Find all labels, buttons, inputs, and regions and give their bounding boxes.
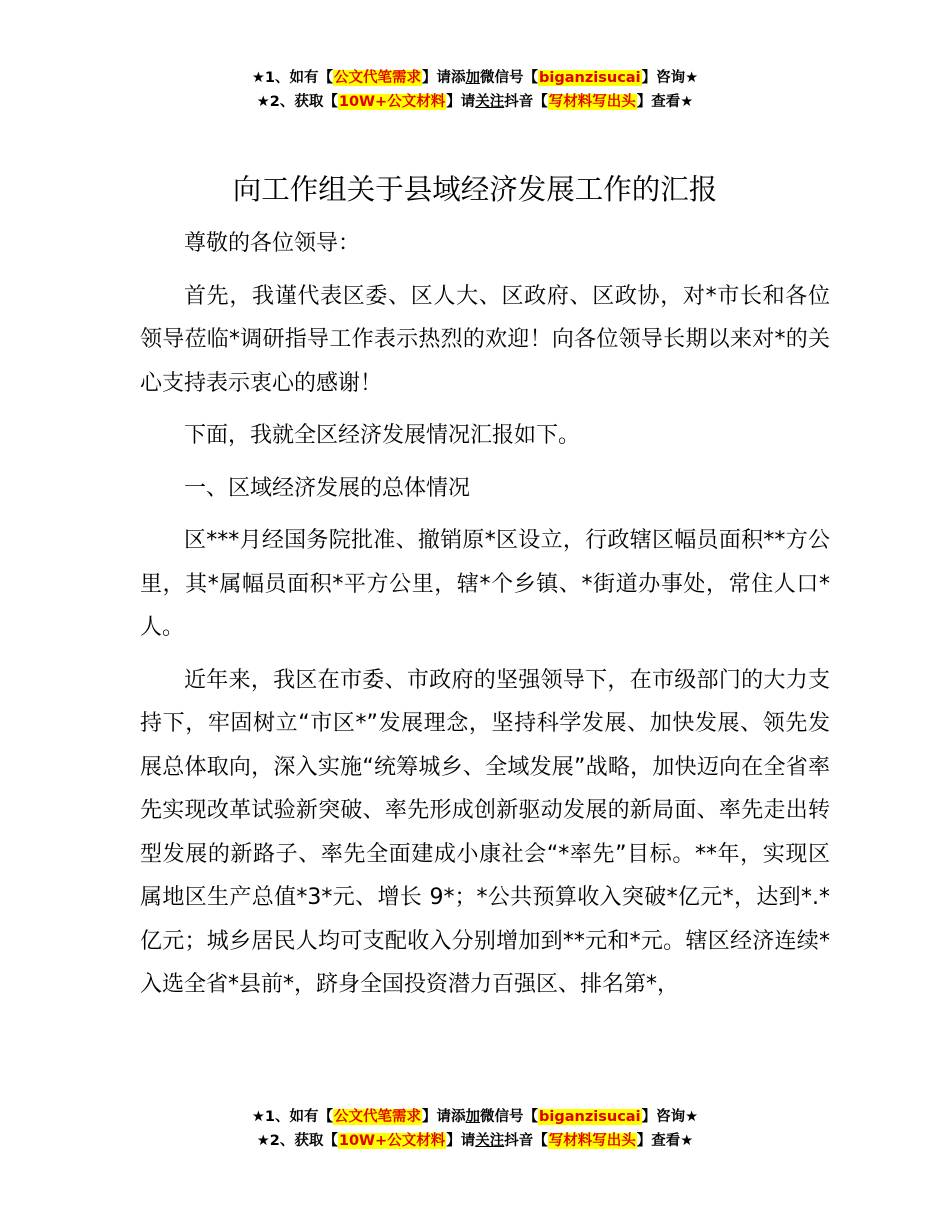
- promo-text: ★1、如有【: [251, 1109, 334, 1125]
- promo-text: 】咨询★: [641, 1109, 699, 1125]
- promo-text: 】查看★: [636, 1133, 694, 1149]
- promo-line-2: [0, 1129, 950, 1153]
- promo-text: 】咨询★: [641, 70, 699, 86]
- promo-text: ★2、获取【: [256, 94, 338, 110]
- promo-text: 】查看★: [636, 94, 694, 110]
- promo-text: 抖音【: [504, 1133, 548, 1149]
- promo-text: ★2、获取【: [256, 1133, 338, 1149]
- promo-text: 】请: [446, 94, 476, 110]
- promo-text: ★1、如有【: [251, 70, 334, 86]
- promo-highlight: 10W+公文材料: [338, 94, 446, 110]
- promo-text: 】请添: [422, 70, 466, 86]
- promo-underlined-text: 加: [465, 70, 481, 86]
- promo-text: 微信号【: [480, 70, 539, 86]
- promo-line-1: [0, 1105, 950, 1129]
- paragraph: 下面，我就全区经济发展情况汇报如下。: [184, 423, 581, 448]
- promo-highlight: 写材料写出头: [548, 1133, 636, 1149]
- promo-banner-top: [0, 66, 950, 114]
- paragraph: 首先，我谨代表区委、区人大、区政府、区政协，对*市长和各位领导莅临*调研指导工作表示热烈的欢迎！向各位领导长期以来对*的关心支持表示衷心的感谢！: [140, 283, 830, 396]
- promo-banner-bottom: [0, 1105, 950, 1153]
- paragraph: 近年来，我区在市委、市政府的坚强领导下，在市级部门的大力支持下，牢固树立“市区*”发展理念，坚持科学发展、加快发展、领先发展总体取向，深入实施“统筹城乡、全域发展”战略，加快迈向在全省率先实现改革试验新突破、率先形成创新驱动发展的新局面、率先走出转型发展的新路子、率先全面建成小康社会“*率先”目标。**年，实现区属地区生产总值*3*元、增长 9*；*公共预算收入突破*亿元*，达到*.*亿元；城乡居民人均可支配收入分别增加到**元和*元。辖区经济连续*入选全省*县前*，跻身全国投资潜力百强区、排名第*，: [140, 667, 830, 997]
- document-body: [140, 222, 830, 1016]
- promo-highlight: 公文代笔需求: [334, 1109, 422, 1125]
- promo-underlined-text: 关注: [475, 1133, 505, 1149]
- promo-underlined-text: 关注: [475, 94, 505, 110]
- promo-highlight: biganzisucai: [539, 70, 641, 86]
- document-title: 向工作组关于县域经济发展工作的汇报: [232, 173, 718, 206]
- paragraph: 区***月经国务院批准、撤销原*区设立，行政辖区幅员面积**方公里，其*属幅员面积*平方公里，辖*个乡镇、*街道办事处，常住人口*人。: [140, 528, 830, 640]
- promo-underlined-text: 加: [465, 1109, 481, 1125]
- promo-highlight: 10W+公文材料: [338, 1133, 446, 1149]
- promo-text: 抖音【: [504, 94, 548, 110]
- promo-line-1: [0, 66, 950, 90]
- salutation: 尊敬的各位领导：: [184, 231, 361, 256]
- promo-highlight: 写材料写出头: [548, 94, 636, 110]
- promo-highlight: biganzisucai: [539, 1109, 641, 1125]
- promo-line-2: [0, 90, 950, 114]
- promo-highlight: 公文代笔需求: [334, 70, 422, 86]
- promo-text: 微信号【: [480, 1109, 539, 1125]
- section-heading: 一、区域经济发展的总体情况: [184, 475, 471, 501]
- promo-text: 】请: [446, 1133, 476, 1149]
- promo-text: 】请添: [422, 1109, 466, 1125]
